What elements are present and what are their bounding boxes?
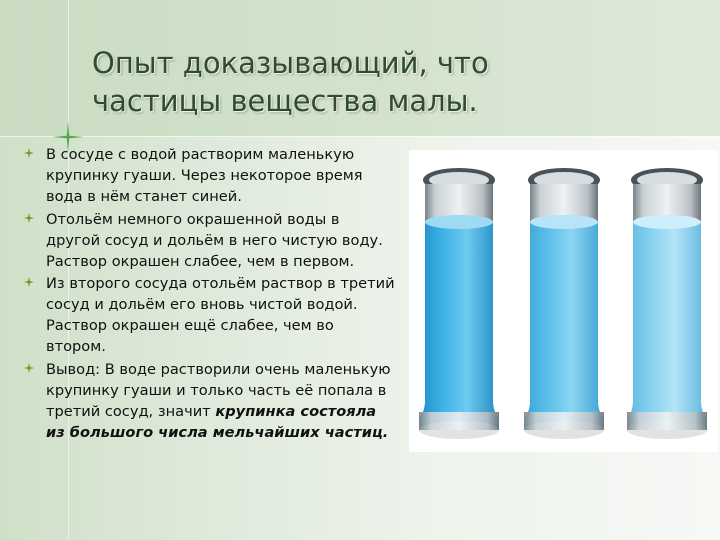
bullet-item (20, 359, 398, 443)
slide-title-line-1: Опыт доказывающий, что (92, 46, 489, 80)
bullet-text: Вывод: В воде растворили очень маленькую крупинку гуаши и только часть её попала в третий сосуд, значит (46, 360, 391, 420)
bullet-list (20, 144, 398, 444)
test-tube-1 (419, 168, 499, 439)
diamond-bullet-icon (24, 148, 34, 158)
diamond-bullet-icon (24, 213, 34, 223)
bullet-text: Отольём немного окрашенной воды в другой сосуд и дольём в него чистую воду. Раствор окрашен слабее, чем в первом. (46, 210, 383, 270)
test-tube-3 (627, 168, 707, 439)
bullet-emphasis: крупинка состояла из большого числа мельчайших частиц. (46, 402, 389, 441)
bullet-item (20, 209, 398, 272)
bullet-item (20, 273, 398, 357)
diamond-bullet-icon (24, 363, 34, 373)
test-tube-2 (524, 168, 604, 439)
bullet-text: В сосуде с водой растворим маленькую крупинку гуаши. Через некоторое время вода в нём станет синей. (46, 146, 363, 205)
decorative-horizontal-line (0, 136, 720, 137)
test-tubes-image (409, 150, 718, 452)
bullet-item (20, 144, 398, 207)
slide-title-line-2: частицы вещества малы. (92, 84, 478, 118)
bullet-text: Из второго сосуда отольём раствор в третий сосуд и дольём его вновь чистой водой. Раствор окрашен ещё слабее, чем во втором. (46, 275, 395, 355)
diamond-bullet-icon (24, 277, 34, 287)
slide-title (92, 44, 692, 120)
